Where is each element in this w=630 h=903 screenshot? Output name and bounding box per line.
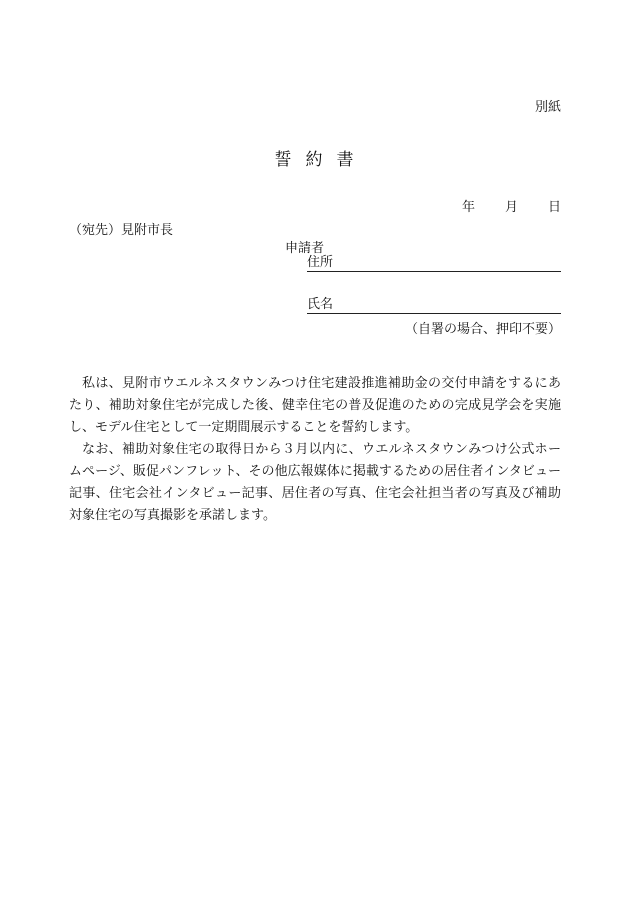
name-field [307,296,561,314]
applicant-label: 申請者 [285,241,325,256]
pledge-paragraph-1: 私は、見附市ウエルネスタウンみつけ住宅建設推進補助金の交付申請をするにあたり、補助対象住宅が完成した後、健幸住宅の普及促進のための完成見学会を実施し、モデル住宅として一定期間展示することを誓約します。 [69,376,561,435]
date-year-label: 年 [461,200,475,215]
signature-note: （自署の場合、押印不要） [404,322,561,337]
address-label: 住所 [307,255,334,270]
date-month-label: 月 [504,200,518,215]
pledge-paragraph-2: なお、補助対象住宅の取得日から３月以内に、ウエルネスタウンみつけ公式ホームページ、販促パンフレット、その他広報媒体に掲載するための居住者インタビュー記事、住宅会社インタビュー記事、居住者の写真、住宅会社担当者の写真及び補助対象住宅の写真撮影を承諾します。 [69,442,561,523]
attachment-label: 別紙 [534,100,561,115]
addressee: （宛先）見附市長 [69,223,174,238]
date-line [462,196,561,215]
name-label: 氏名 [307,297,334,312]
address-field [307,254,561,272]
date-day-label: 日 [547,200,561,215]
pledge-body [69,373,561,527]
document-title: 誓約書 [274,150,368,170]
